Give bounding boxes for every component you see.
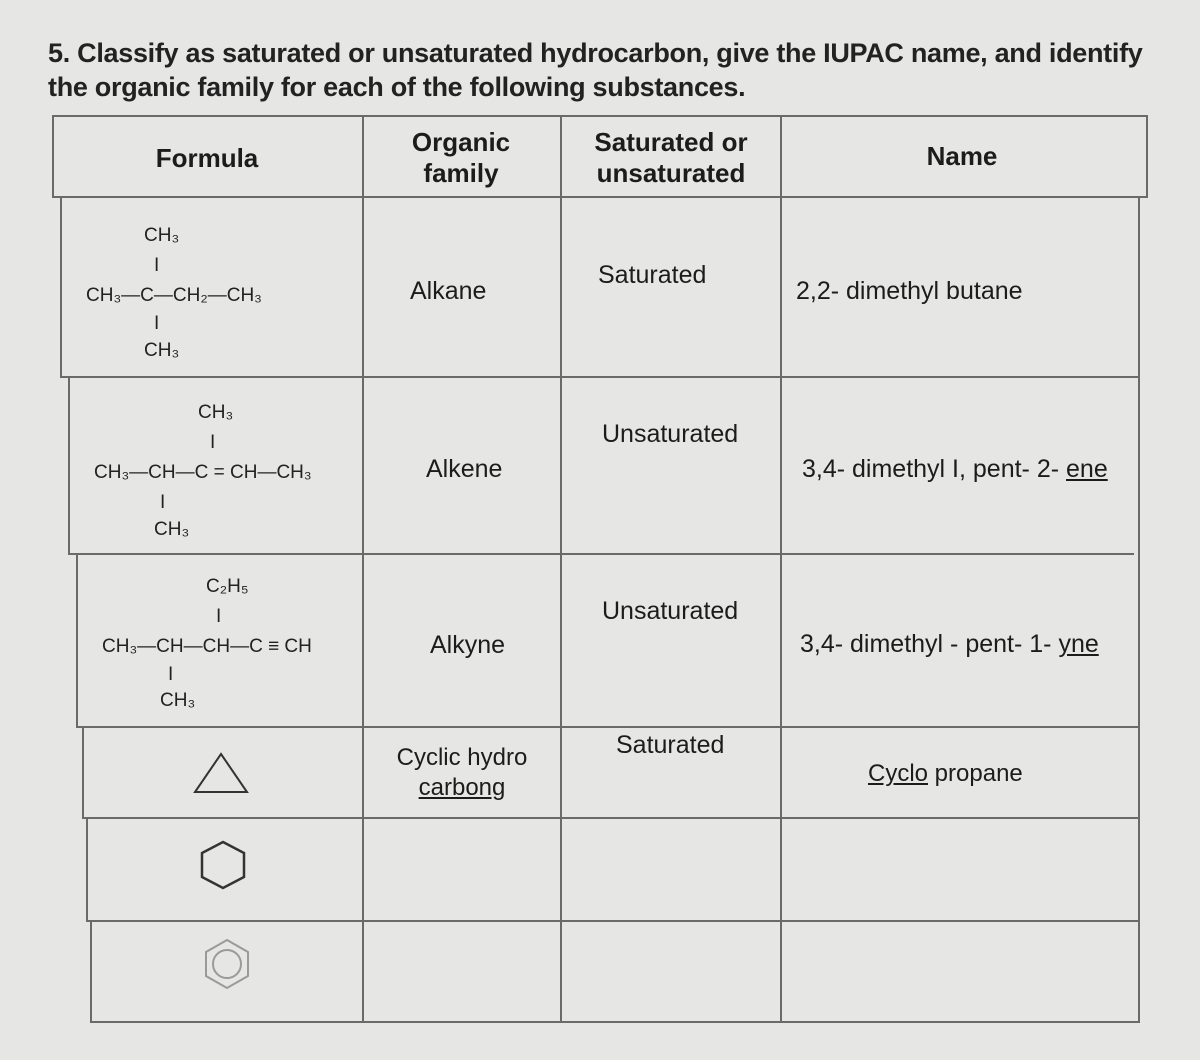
header-organic-family-line1: Organic — [411, 127, 511, 157]
formula-branch-top: C₂H₅ — [206, 576, 249, 597]
name-cell: 2,2- dimethyl butane — [796, 277, 1023, 305]
formula-bond-bottom: I — [168, 664, 174, 685]
name-typed-part: propane — [928, 760, 1023, 787]
formula-bond-top: I — [216, 606, 222, 627]
saturation-cell: Unsaturated — [602, 597, 739, 625]
triangle-cyclopropane-icon — [192, 751, 250, 795]
header-saturation — [564, 127, 778, 189]
table-border-left — [68, 376, 70, 553]
table-border-left — [76, 553, 78, 726]
row-divider — [82, 817, 1140, 819]
row-divider — [68, 553, 1134, 555]
family-cell: Alkane — [410, 277, 487, 305]
row-divider — [60, 376, 1140, 378]
formula-bond-top: I — [154, 255, 160, 276]
name-handwritten-part: ene — [1066, 455, 1108, 483]
saturation-cell: Unsaturated — [602, 420, 739, 448]
formula-bond-bottom: I — [154, 313, 160, 334]
family-cell — [392, 743, 532, 803]
formula-branch-top: CH₃ — [144, 225, 180, 246]
header-formula: Formula — [155, 143, 259, 173]
table-border-right — [1138, 196, 1140, 1021]
question-text: 5. Classify as saturated or unsaturated hydrocarbon, give the IUPAC name, and identify the organic family for each of the following substances. — [48, 38, 1143, 102]
row-divider — [86, 920, 1140, 922]
header-saturation-line2: unsaturated — [596, 158, 746, 188]
formula-branch-bottom: CH₃ — [154, 519, 190, 540]
family-line2: carbong — [418, 774, 506, 801]
table-border-bottom — [90, 1021, 1140, 1023]
header-saturation-line1: Saturated or — [594, 127, 748, 157]
header-organic-family-line2: family — [423, 158, 499, 188]
formula-bond-bottom: I — [160, 492, 166, 513]
table-border-left — [90, 920, 92, 1021]
saturation-cell: Saturated — [616, 731, 725, 759]
formula-branch-bottom: CH₃ — [144, 340, 180, 361]
family-cell: Alkyne — [430, 631, 506, 659]
classification-table — [52, 115, 1148, 1025]
saturation-cell: Saturated — [598, 261, 707, 289]
hexagon-cyclohexane-icon — [198, 839, 248, 891]
column-divider — [780, 115, 782, 1021]
formula-main-chain: CH₃—CH—CH—C ≡ CH — [102, 636, 312, 657]
name-handwritten-part: Cyclo — [868, 760, 929, 787]
name-cell — [800, 630, 1099, 659]
name-cell — [802, 455, 1108, 484]
formula-main-chain: CH₃—CH—C = CH—CH₃ — [94, 462, 312, 483]
name-typed-part: 3,4- dimethyl - pent- 1- — [800, 630, 1059, 658]
name-handwritten-part: yne — [1058, 630, 1099, 658]
formula-branch-top: CH₃ — [198, 402, 234, 423]
name-typed-part: 3,4- dimethyl I, pent- 2- — [802, 455, 1067, 483]
family-cell: Alkene — [426, 455, 503, 483]
table-border-left — [60, 196, 62, 376]
row-divider — [76, 726, 1138, 728]
name-cell — [868, 760, 1023, 788]
benzene-ring-icon — [202, 937, 252, 991]
formula-bond-top: I — [210, 432, 216, 453]
table-border-left — [86, 817, 88, 920]
table-border-top — [52, 115, 1148, 117]
column-divider — [560, 115, 562, 1021]
formula-branch-bottom: CH₃ — [160, 690, 196, 711]
header-organic-family — [367, 127, 555, 189]
formula-main-chain: CH₃—C—CH₂—CH₃ — [86, 285, 262, 306]
row-divider — [52, 196, 1148, 198]
table-border-right — [1146, 115, 1148, 196]
header-name: Name — [926, 141, 998, 171]
column-divider — [362, 115, 364, 1021]
table-border-left — [52, 115, 54, 196]
table-border-left — [82, 726, 84, 817]
family-line1: Cyclic hydro — [396, 744, 528, 771]
